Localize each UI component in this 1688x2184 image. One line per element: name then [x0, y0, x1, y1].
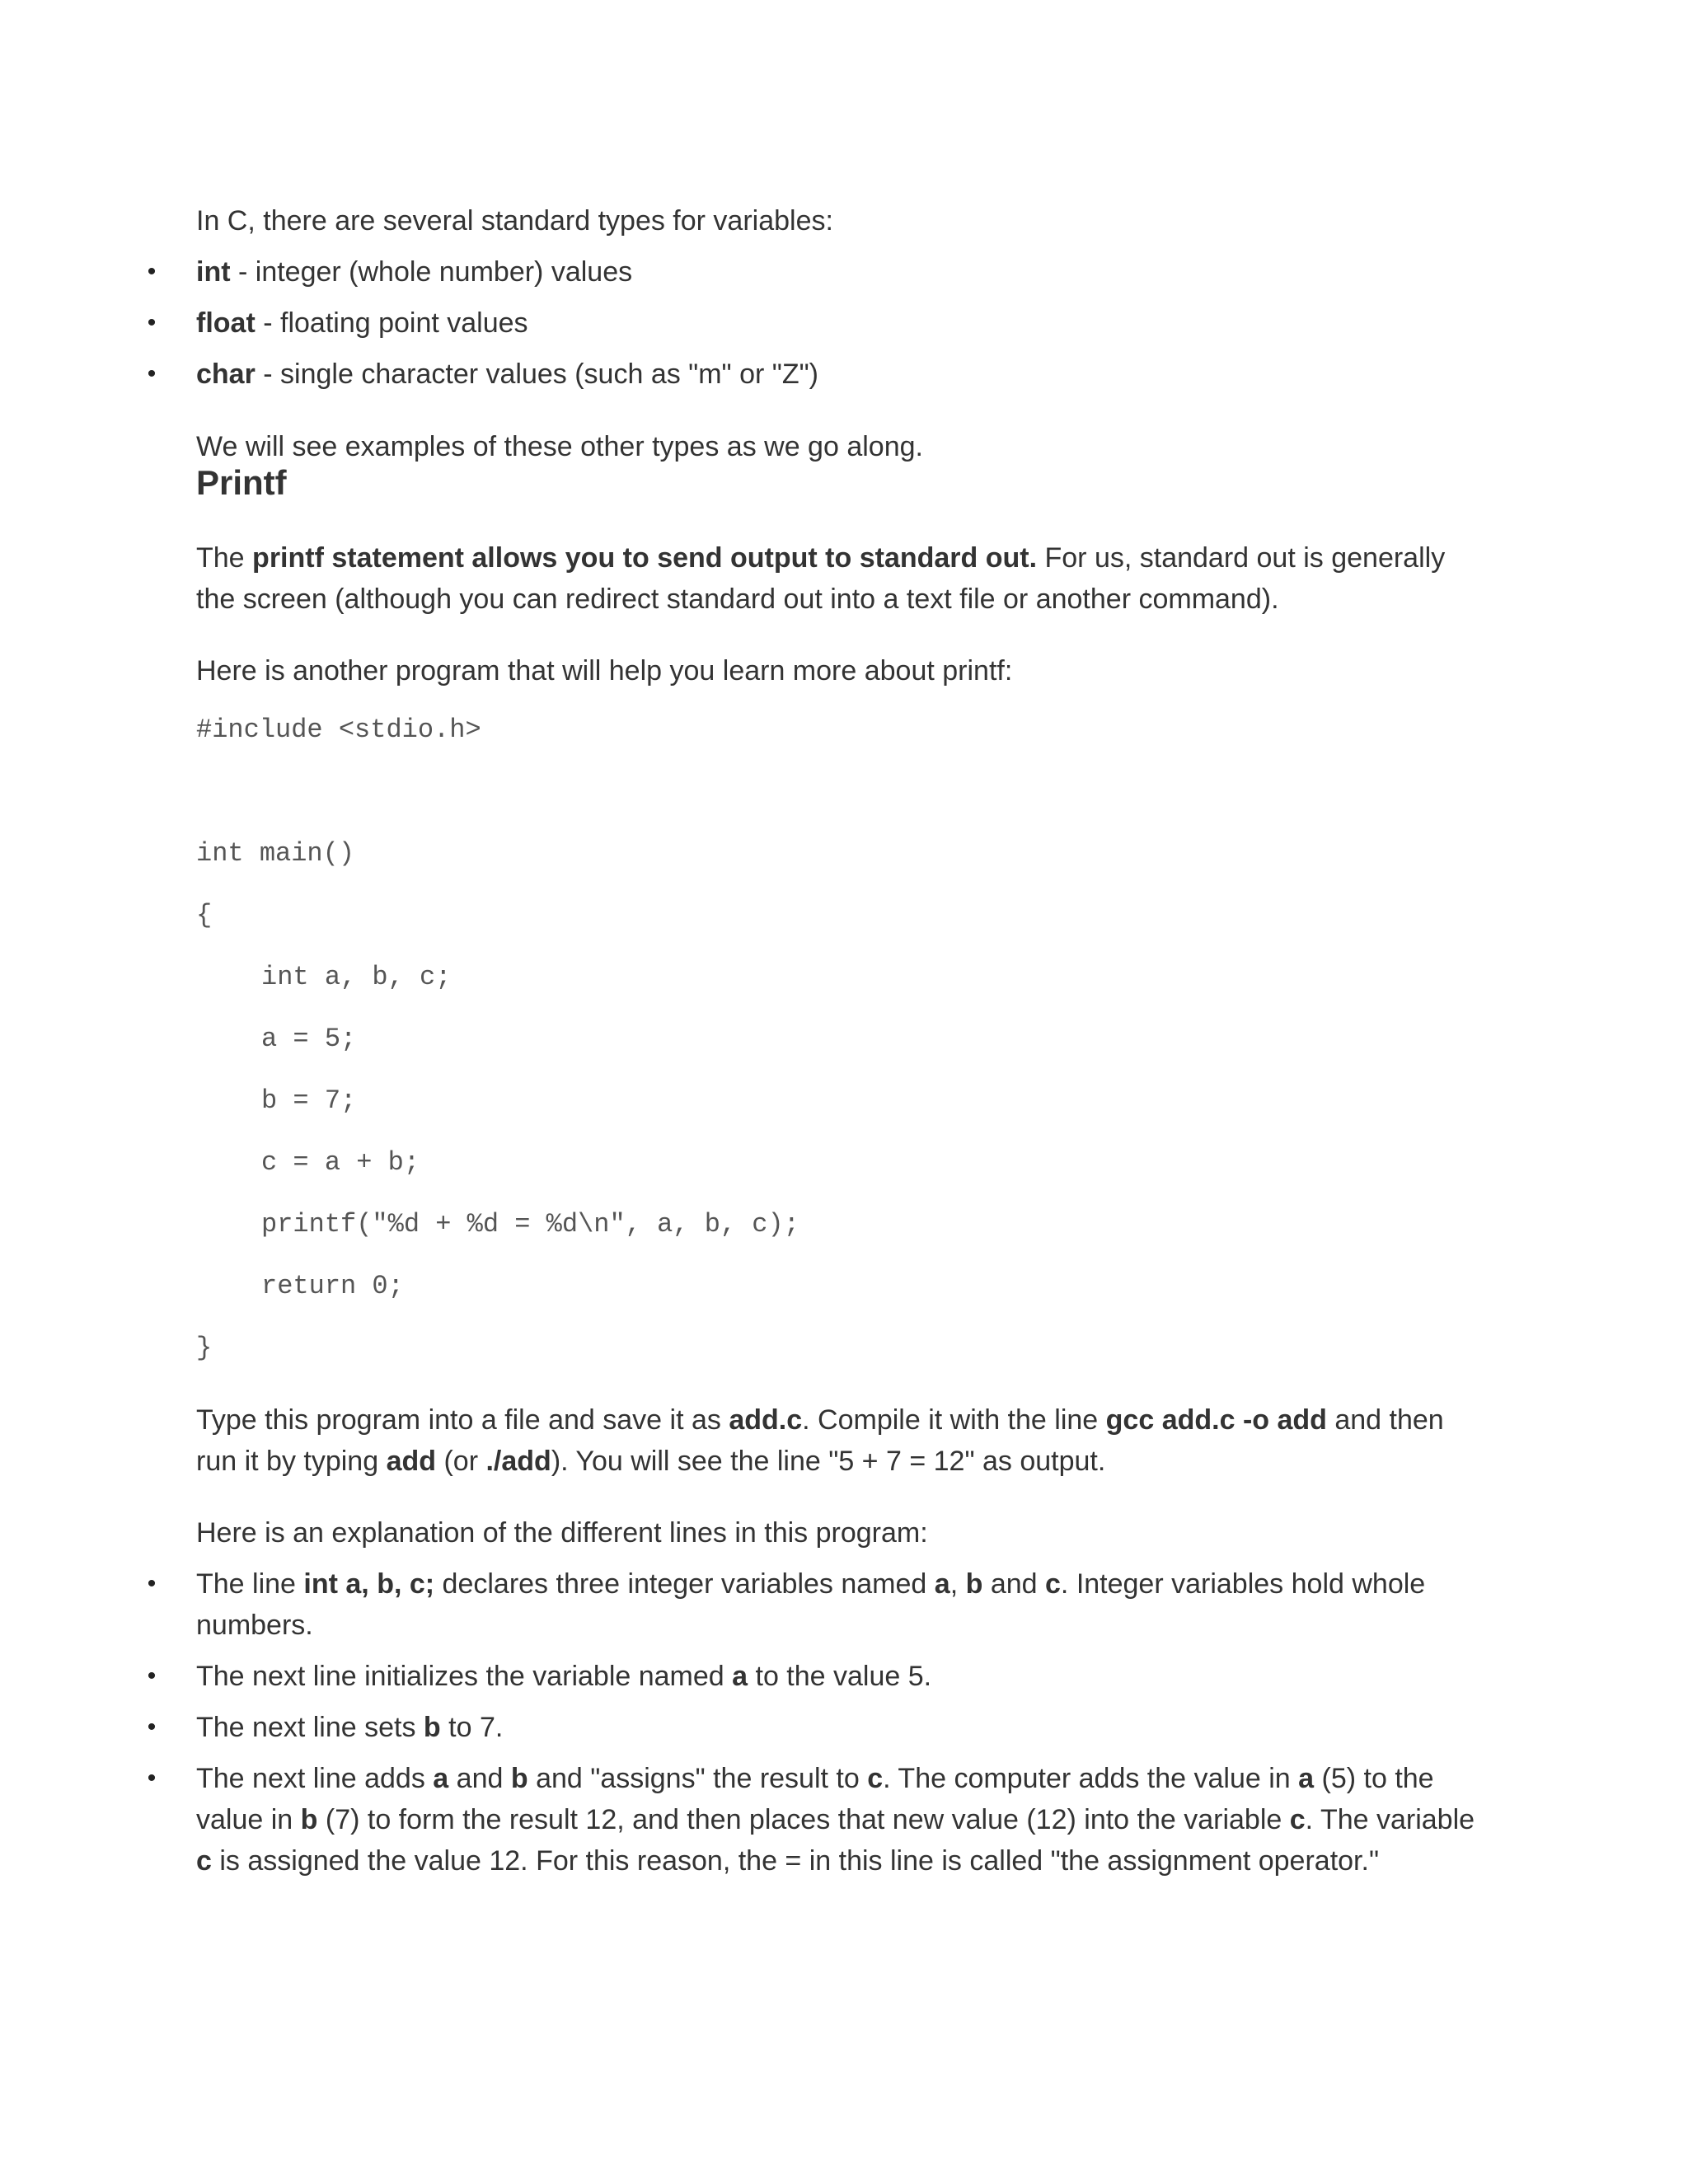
bullet-icon: • — [147, 1662, 157, 1690]
explain-item-3 — [147, 1707, 1482, 1748]
bold-run: b — [510, 1763, 528, 1794]
section-title: Printf — [196, 463, 287, 502]
intro-text: In C, there are several standard types for variables: — [196, 205, 833, 237]
type-desc: - single character values (such as "m" or "Z") — [255, 359, 818, 390]
text-run: The line — [196, 1568, 304, 1600]
text-run: declares three integer variables named — [434, 1568, 935, 1600]
text-run: and — [982, 1568, 1045, 1600]
program-intro: Here is another program that will help you learn more about printf: — [196, 655, 1013, 687]
text-run: . Integer variables hold whole numbers. — [196, 1568, 1426, 1641]
explain-intro: Here is an explanation of the different lines in this program: — [196, 1517, 928, 1549]
bold-run: b — [965, 1568, 983, 1600]
bullet-icon: • — [147, 1765, 157, 1792]
compile-paragraph — [196, 1399, 1482, 1482]
text-run: and then run it by typing — [196, 1404, 1444, 1477]
text-run: The next line sets — [196, 1712, 424, 1743]
bold-run: c — [1289, 1804, 1306, 1835]
code-line: a = 5; — [261, 1024, 357, 1054]
text-run: (5) to the value in — [196, 1763, 1434, 1835]
bold-run: a — [934, 1568, 950, 1600]
bold-run: add — [386, 1446, 437, 1477]
bullet-icon: • — [147, 1570, 157, 1597]
explain-item-4 — [147, 1758, 1482, 1882]
printf-paragraph — [196, 537, 1482, 620]
bold-run: ./add — [485, 1446, 551, 1477]
type-item-char — [147, 354, 1482, 395]
text-run: The — [196, 542, 253, 574]
bold-run: gcc add.c -o add — [1105, 1404, 1327, 1436]
code-line: { — [196, 900, 213, 930]
bullet-icon: • — [147, 360, 157, 387]
bold-run: b — [300, 1804, 318, 1835]
text-run: . Compile it with the line — [802, 1404, 1106, 1436]
bold-run: a — [1298, 1763, 1315, 1794]
bold-run: int a, b, c; — [303, 1568, 435, 1600]
type-item-int — [147, 251, 1482, 293]
code-line: int main() — [196, 838, 355, 869]
bold-run: printf statement allows you to send output to standard out. — [252, 542, 1038, 574]
text-run: . The variable — [1305, 1804, 1475, 1835]
text-run: (or — [436, 1446, 486, 1477]
text-run: and — [448, 1763, 511, 1794]
bullet-icon: • — [147, 258, 157, 285]
type-desc: - floating point values — [255, 307, 528, 339]
text-run: ). You will see the line "5 + 7 = 12" as output. — [551, 1446, 1106, 1477]
text-run: and "assigns" the result to — [528, 1763, 868, 1794]
bullet-icon: • — [147, 1713, 157, 1741]
type-item-float — [147, 302, 1482, 344]
type-name: char — [196, 359, 256, 390]
bold-run: c — [867, 1763, 884, 1794]
code-line: c = a + b; — [261, 1147, 420, 1178]
bold-run: add.c — [729, 1404, 803, 1436]
bold-run: c — [196, 1845, 212, 1877]
text-run: , — [950, 1568, 966, 1600]
type-name: int — [196, 256, 231, 288]
text-run: For us, standard out is generally the screen (although you can redirect standard out into a text file or another command). — [196, 542, 1446, 615]
text-run: The next line adds — [196, 1763, 434, 1794]
code-line: b = 7; — [261, 1085, 357, 1116]
text-run: (7) to form the result 12, and then places that new value (12) into the variable — [317, 1804, 1290, 1835]
bold-run: b — [423, 1712, 441, 1743]
bold-run: c — [1045, 1568, 1061, 1600]
text-run: is assigned the value 12. For this reason, the = in this line is called "the assignment operator." — [211, 1845, 1380, 1877]
code-line: } — [196, 1333, 213, 1363]
type-desc: - integer (whole number) values — [230, 256, 633, 288]
code-line: #include <stdio.h> — [196, 715, 481, 745]
bullet-icon: • — [147, 309, 157, 336]
types-note: We will see examples of these other types as we go along. — [196, 431, 923, 462]
text-run: to the value 5. — [748, 1661, 932, 1692]
text-run: . The computer adds the value in — [883, 1763, 1299, 1794]
text-run: The next line initializes the variable named — [196, 1661, 733, 1692]
type-name: float — [196, 307, 256, 339]
code-line: return 0; — [261, 1271, 404, 1301]
text-run: Type this program into a file and save it as — [196, 1404, 729, 1436]
explain-item-2 — [147, 1656, 1482, 1697]
code-line: printf("%d + %d = %d\n", a, b, c); — [261, 1209, 799, 1240]
bold-run: a — [433, 1763, 449, 1794]
text-run: to 7. — [440, 1712, 504, 1743]
bold-run: a — [732, 1661, 748, 1692]
explain-item-1 — [147, 1563, 1482, 1646]
code-line: int a, b, c; — [261, 962, 452, 992]
